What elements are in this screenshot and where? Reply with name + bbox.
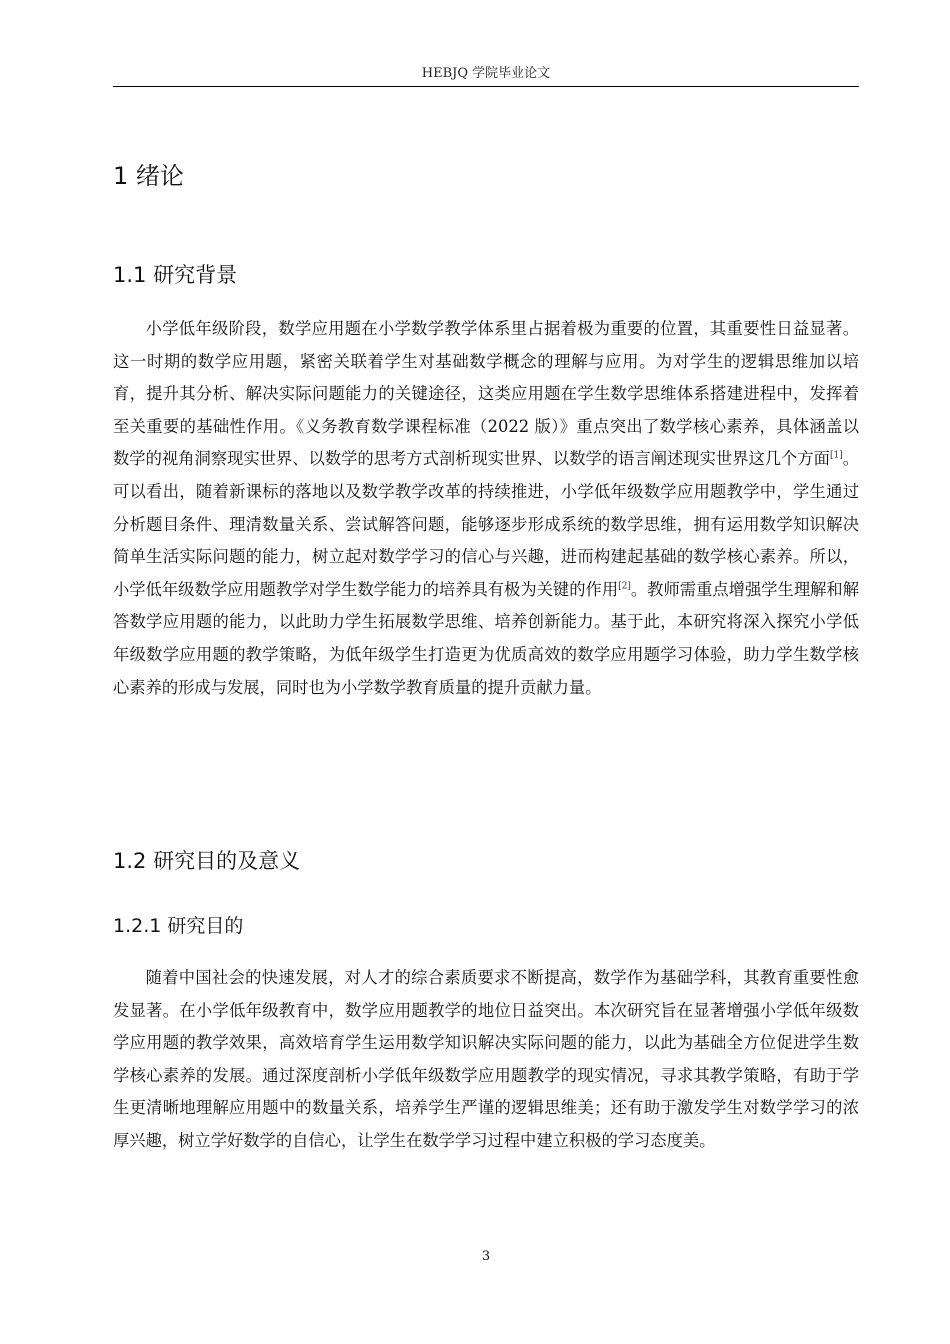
header-rule — [113, 86, 859, 87]
section-title-1-1: 1.1 研究背景 — [113, 263, 238, 287]
paragraph-text: 。教师需重点增强学生理解和解答数学应用题的能力，以此助力学生拓展数学思维、培养创新能力。基于此，本研究将深入探究小学低年级数学应用题的教学策略，为低年级学生打造更为优质高效的数学应用题学习体验，助力学生数学核心素养的形成与发展，同时也为小学数学教育质量的提升贡献力量。 — [113, 579, 859, 697]
section-title-1-2: 1.2 研究目的及意义 — [113, 849, 301, 873]
chapter-title: 1 绪论 — [113, 162, 184, 190]
citation-ref-2[interactable]: [2] — [618, 581, 631, 592]
paragraph-research-background — [113, 313, 859, 704]
citation-ref-1[interactable]: [1] — [829, 450, 843, 461]
paragraph-text: 。可以看出，随着新课标的落地以及数学教学改革的持续推进，小学低年级数学应用题教学中，学生通过分析题目条件、理清数量关系、尝试解答问题，能够逐步形成系统的数学思维，拥有运用数学知识解决简单生活实际问题的能力，树立起对数学学习的信心与兴趣，进而构建起基础的数学核心素养。所以，小学低年级数学应用题教学对学生数学能力的培养具有极为关键的作用 — [113, 449, 859, 599]
subsection-title-1-2-1: 1.2.1 研究目的 — [113, 915, 244, 937]
paragraph-research-purpose: 随着中国社会的快速发展，对人才的综合素质要求不断提高，数学作为基础学科，其教育重要性愈发显著。在小学低年级教育中，数学应用题教学的地位日益突出。本次研究旨在显著增强小学低年级数学应用题的教学效果，高效培育学生运用数学知识解决实际问题的能力，以此为基础全方位促进学生数学核心素养的发展。通过深度剖析小学低年级数学应用题教学的现实情况，寻求其教学策略，有助于学生更清晰地理解应用题中的数量关系，培养学生严谨的逻辑思维美；还有助于激发学生对数学学习的浓厚兴趣，树立学好数学的自信心，让学生在数学学习过程中建立积极的学习态度美。 — [113, 968, 859, 1150]
running-header: HEBJQ 学院毕业论文 — [421, 66, 551, 81]
paragraph-text: 小学低年级阶段，数学应用题在小学数学教学体系里占据着极为重要的位置，其重要性日益显著。这一时期的数学应用题，紧密关联着学生对基础数学概念的理解与应用。为对学生的逻辑思维加以培育，提升其分析、解决实际问题能力的关键途径，这类应用题在学生数学思维体系搭建进程中，发挥着至关重要的基础性作用。《义务教育数学课程标准（2022 版）》重点突出了数学核心素养，具体涵盖以数学的视角洞察现实世界、以数学的思考方式剖析现实世界、以数学的语言阐述现实世界这几个方面 — [113, 319, 859, 469]
page-number: 3 — [481, 1249, 491, 1264]
